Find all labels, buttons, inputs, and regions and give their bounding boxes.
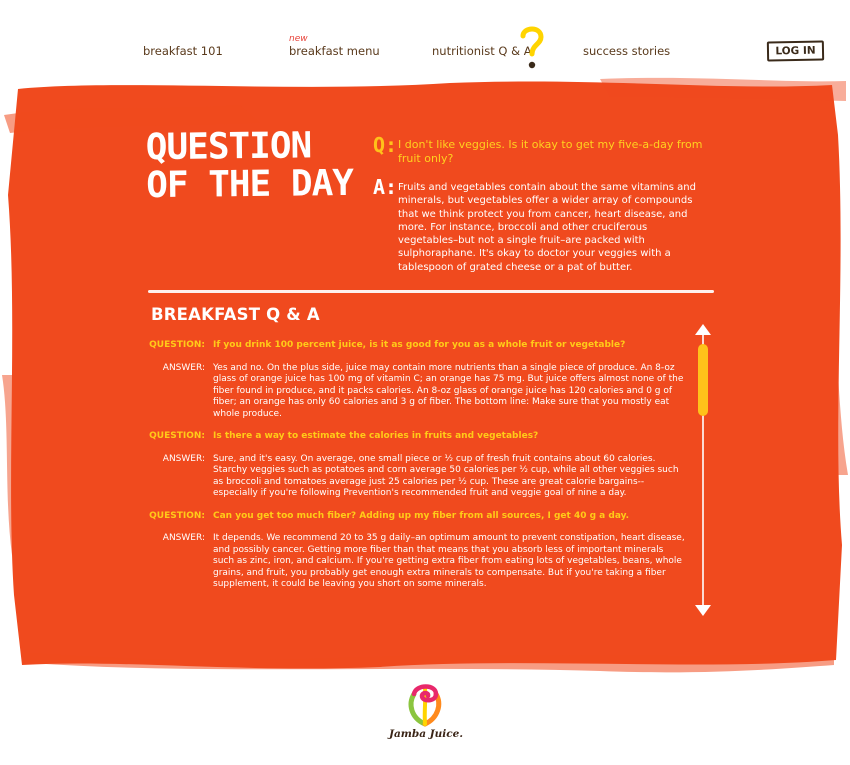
qotd-title [146, 127, 362, 205]
faq-question: Is there a way to estimate the calories in fruits and vegetables? [213, 431, 539, 441]
faq-answer-row [145, 454, 685, 500]
faq-list [145, 340, 685, 591]
faq-question: If you drink 100 percent juice, is it as good for you as a whole fruit or vegetable? [213, 340, 626, 350]
scroll-down-arrow-icon [695, 605, 711, 616]
question-mark-icon [517, 24, 547, 72]
login-button[interactable]: LOG IN [767, 41, 824, 62]
qotd-question: I don't like veggies. Is it okay to get my five-a-day from fruit only? [398, 138, 703, 165]
question-label: QUESTION: [149, 510, 205, 521]
faq-item [145, 431, 685, 500]
nav-breakfast-101[interactable]: breakfast 101 [143, 44, 223, 58]
faq-answer-row [145, 533, 685, 591]
faq-question: Can you get too much fiber? Adding up my fiber from all sources, I get 40 g a day. [213, 510, 630, 521]
question-label: QUESTION: [149, 431, 205, 441]
q-letter: Q: [373, 133, 398, 157]
faq-question-row [145, 431, 685, 443]
scroll-up-arrow-icon [695, 324, 711, 335]
faq-scrollbar[interactable] [693, 322, 713, 618]
faq-answer: It depends. We recommend 20 to 35 g daily–an optimum amount to prevent constipation, heart disease, and possibly cancer. Getting more fiber than that means that you absorb less of important minerals such as zinc, iron, and calcium. If you're getting extra fiber from eating lots of vegetables, beans, whole grains, and fruit, you probably get enough extra minerals to compensate. But if you're taking a fiber supplement, it could be leaving you short on some minerals. [213, 533, 685, 589]
faq-answer: Sure, and it's easy. On average, one small piece or ½ cup of fresh fruit contains about 60 calories. Starchy veggies such as potatoes and corn average 50 calories per ½ cup, while all other veggies such as broccoli and tomatoes average just 25 calories per ½ cup. These are great calorie bargains--especially if you're following Prevention's recommended fruit and veggie goal of nine a day. [213, 453, 679, 498]
question-label: QUESTION: [149, 340, 205, 350]
faq-item [145, 511, 685, 591]
a-letter: A: [373, 175, 398, 199]
qotd-title-line1: QUESTION [145, 125, 312, 169]
qotd-title-line2: OF THE DAY [145, 162, 354, 207]
faq-answer-row [145, 363, 685, 421]
breakfast-qa-title: BREAKFAST Q & A [151, 305, 320, 324]
jamba-juice-logo-text: Jamba Juice. [388, 728, 463, 740]
faq-question-row [145, 511, 685, 523]
nav-success-stories[interactable]: success stories [583, 44, 671, 58]
faq-answer: Yes and no. On the plus side, juice may contain more nutrients than a single piece of produce. An 8-oz glass of orange juice has 100 mg of vitamin C; an orange has 75 mg. But juice offers almost none of the fiber found in produce, and it packs calories. An 8-oz glass of orange juice has 120 calories and 0 g of fiber; an orange has only 60 calories and 3 g of fiber. The bottom line: Make sure that you mostly eat whole produce. [213, 362, 684, 419]
answer-label: ANSWER: [162, 453, 205, 464]
nav-nutritionist-qa[interactable]: nutritionist Q & A [432, 44, 532, 58]
nav-breakfast-menu[interactable]: breakfast menu [289, 44, 380, 58]
faq-item [145, 340, 685, 420]
new-badge: new [289, 34, 308, 44]
faq-question-row [145, 340, 685, 352]
answer-label: ANSWER: [162, 533, 205, 543]
scroll-thumb [698, 344, 708, 416]
qotd-answer: Fruits and vegetables contain about the same vitamins and minerals, but vegetables offer a wider array of compounds that we think protect you from cancer, heart disease, and more. For instance, broccoli and other cruciferous vegetables–but not a single fruit–are packed with sulphoraphane. It's okay to doctor your veggies with a tablespoon of grated cheese or a pat of butter. [398, 182, 696, 273]
answer-label: ANSWER: [162, 362, 205, 373]
section-divider [148, 290, 714, 293]
